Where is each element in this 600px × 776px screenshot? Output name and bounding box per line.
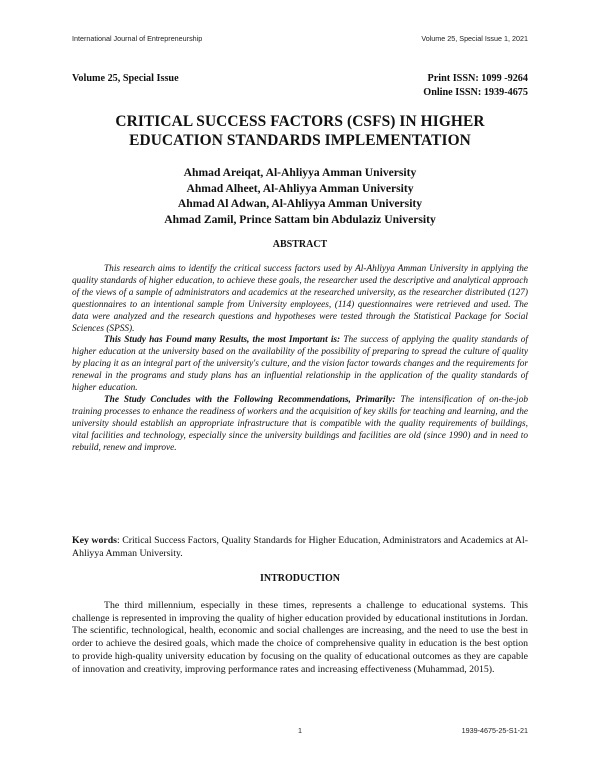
abstract-paragraph — [72, 335, 528, 395]
volume-row — [72, 72, 528, 100]
journal-name: International Journal of Entrepreneurship — [72, 34, 203, 43]
issn-block — [423, 72, 528, 100]
introduction-body — [72, 600, 528, 676]
title-line: CRITICAL SUCCESS FACTORS (CSFS) IN HIGHER — [115, 113, 485, 130]
abstract-body — [72, 264, 528, 455]
abstract-paragraph: This research aims to identify the critical success factors used by Al-Ahliyya Amman University in applying the quality standards of higher education, to achieve these goals, the researcher used the descriptive and analytical approach of the views of a sample of administrators and academics at the researched university, as the researcher distributed (127) questionnaires to an intentional sample from University employees, (114) questionnaires were retrieved and used. The data were analyzed and the research questions and hypotheses were tested through the Statistical Package for Social Sciences (SPSS). — [72, 264, 528, 334]
document-id: 1939-4675-25-S1-21 — [461, 726, 528, 735]
online-issn: Online ISSN: 1939-4675 — [423, 87, 528, 98]
issue-info: Volume 25, Special Issue 1, 2021 — [421, 34, 528, 43]
author-list — [60, 165, 540, 227]
results-lead: This Study has Found many Results, the most Important is: — [104, 335, 341, 346]
page-number: 1 — [298, 726, 302, 735]
abstract-paragraph — [72, 395, 528, 455]
results-text: The success of applying the quality standards of higher education at the university based on the availability of the possibility of preparing to spread the culture of quality by placing it as an integral part of the university's culture, and the vision factor towards changes and the requirements for renewal in the programs and study plans has an influential relationship in the application of the quality standards of higher education. — [72, 335, 528, 394]
recommendations-lead: The Study Concludes with the Following Recommendations, Primarily: — [104, 394, 396, 405]
abstract-heading: ABSTRACT — [272, 239, 328, 250]
keywords-label: Key words — [72, 535, 117, 546]
running-header — [72, 34, 528, 43]
author-line: Ahmad Areiqat, Al-Ahliyya Amman University — [183, 166, 417, 179]
title-line: EDUCATION STANDARDS IMPLEMENTATION — [129, 132, 471, 149]
keywords — [72, 535, 528, 560]
recommendations-text: The intensification of on-the-job training processes to enhance the readiness of workers and the acquisition of key skills for teaching and learning, and the university should establish an appropriate infrastructure that is compatible with the quality requirements of buildings, vital facilities and technology, especially since the university buildings and facilities are old (since 1990) and in need to rebuild, renew and improve. — [72, 394, 528, 453]
introduction-heading: INTRODUCTION — [259, 573, 340, 584]
introduction-paragraph: The third millennium, especially in these times, represents a challenge to educational systems. This challenge is represented in improving the quality of higher education provided by educational institutions in Jordan. The scientific, technological, health, economic and social challenges are increasing, and the need to use the best in order to achieve the desired goals, which made the choice of comprehensive quality in education is the best option to provide high-quality university education by focusing on the quality of educational outcomes as they are capable of innovation and creativity, improving performance rates and increasing effectiveness (Muhammad, 2015). — [72, 600, 528, 675]
author-line: Ahmad Zamil, Prince Sattam bin Abdulaziz University — [164, 212, 436, 226]
print-issn: Print ISSN: 1099 -9264 — [427, 73, 528, 84]
author-line: Ahmad Alheet, Al-Ahliyya Amman University — [186, 181, 414, 195]
volume-label: Volume 25, Special Issue — [72, 73, 179, 84]
paper-title — [60, 112, 540, 150]
author-line: Ahmad Al Adwan, Al-Ahliyya Amman University — [177, 197, 423, 210]
keywords-text: : Critical Success Factors, Quality Standards for Higher Education, Administrators and Academics at Al-Ahliyya Amman University. — [72, 535, 528, 559]
